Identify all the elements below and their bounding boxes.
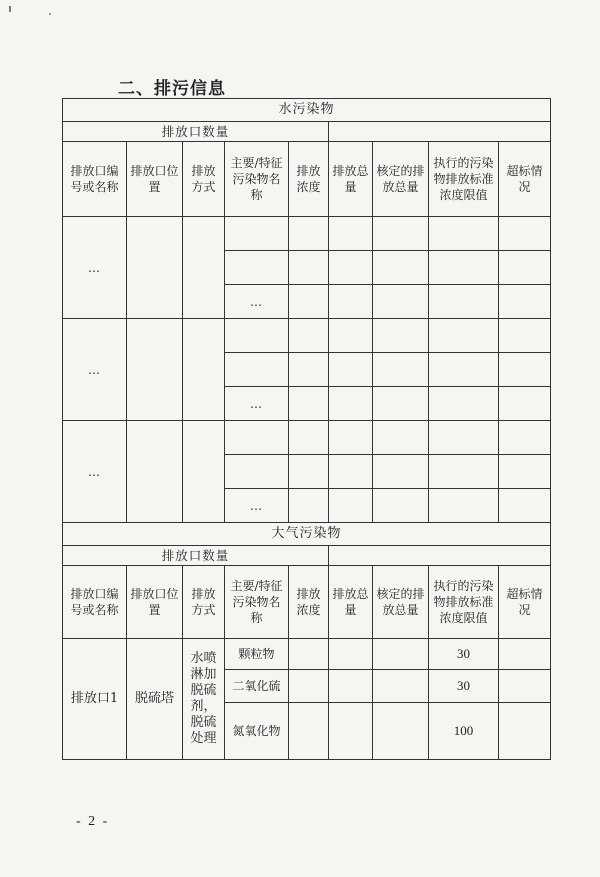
column-header: 排放方式 (183, 566, 225, 639)
column-header: 排放口位置 (127, 566, 183, 639)
pollutant-name: 氮氧化物 (225, 703, 289, 760)
outlet-name: 排放口1 (63, 639, 127, 760)
empty-cell (183, 421, 225, 523)
column-header: 排放方式 (183, 142, 225, 217)
pollutant-placeholder: … (225, 489, 289, 523)
outlet-name-placeholder: … (63, 421, 127, 523)
air-outlet-count-value (329, 546, 551, 566)
concentration-limit: 30 (429, 639, 499, 670)
empty-cell (127, 421, 183, 523)
discharge-method: 水喷淋加脱硫剂，脱硫处理 (183, 639, 225, 760)
column-header: 超标情况 (499, 566, 551, 639)
column-header: 排放总量 (329, 566, 373, 639)
column-header: 主要/特征污染物名称 (225, 566, 289, 639)
outlet-name-placeholder: … (63, 319, 127, 421)
empty-cell (127, 217, 183, 319)
pollutant-placeholder: … (225, 285, 289, 319)
empty-cell (183, 319, 225, 421)
table-row (63, 421, 551, 455)
column-header: 核定的排放总量 (373, 142, 429, 217)
pollutant-name: 二氧化硫 (225, 670, 289, 703)
column-header: 排放口编号或名称 (63, 566, 127, 639)
concentration-limit: 30 (429, 670, 499, 703)
scan-speck (49, 13, 51, 15)
column-header: 执行的污染物排放标准浓度限值 (429, 142, 499, 217)
outlet-location: 脱硫塔 (127, 639, 183, 760)
column-header: 超标情况 (499, 142, 551, 217)
column-header: 主要/特征污染物名称 (225, 142, 289, 217)
column-header: 排放口位置 (127, 142, 183, 217)
emission-info-table (62, 98, 551, 760)
air-section-title: 大气污染物 (63, 523, 551, 546)
page-number: - 2 - (76, 814, 110, 829)
section-title: 二、排污信息 (118, 79, 226, 99)
pollutant-placeholder: … (225, 387, 289, 421)
column-header: 排放浓度 (289, 566, 329, 639)
column-header: 执行的污染物排放标准浓度限值 (429, 566, 499, 639)
pollutant-name: 颗粒物 (225, 639, 289, 670)
table-row (63, 217, 551, 251)
table-row (63, 639, 551, 670)
concentration-limit: 100 (429, 703, 499, 760)
outlet-name-placeholder: … (63, 217, 127, 319)
empty-cell (183, 217, 225, 319)
scan-speck (9, 6, 11, 12)
water-outlet-count-value (329, 122, 551, 142)
water-header-row (63, 142, 551, 217)
empty-cell (127, 319, 183, 421)
column-header: 排放口编号或名称 (63, 142, 127, 217)
column-header: 排放总量 (329, 142, 373, 217)
air-header-row (63, 566, 551, 639)
table-row (63, 319, 551, 353)
air-outlet-count-label: 排放口数量 (63, 546, 329, 566)
water-section-title: 水污染物 (63, 99, 551, 122)
column-header: 排放浓度 (289, 142, 329, 217)
water-outlet-count-label: 排放口数量 (63, 122, 329, 142)
column-header: 核定的排放总量 (373, 566, 429, 639)
